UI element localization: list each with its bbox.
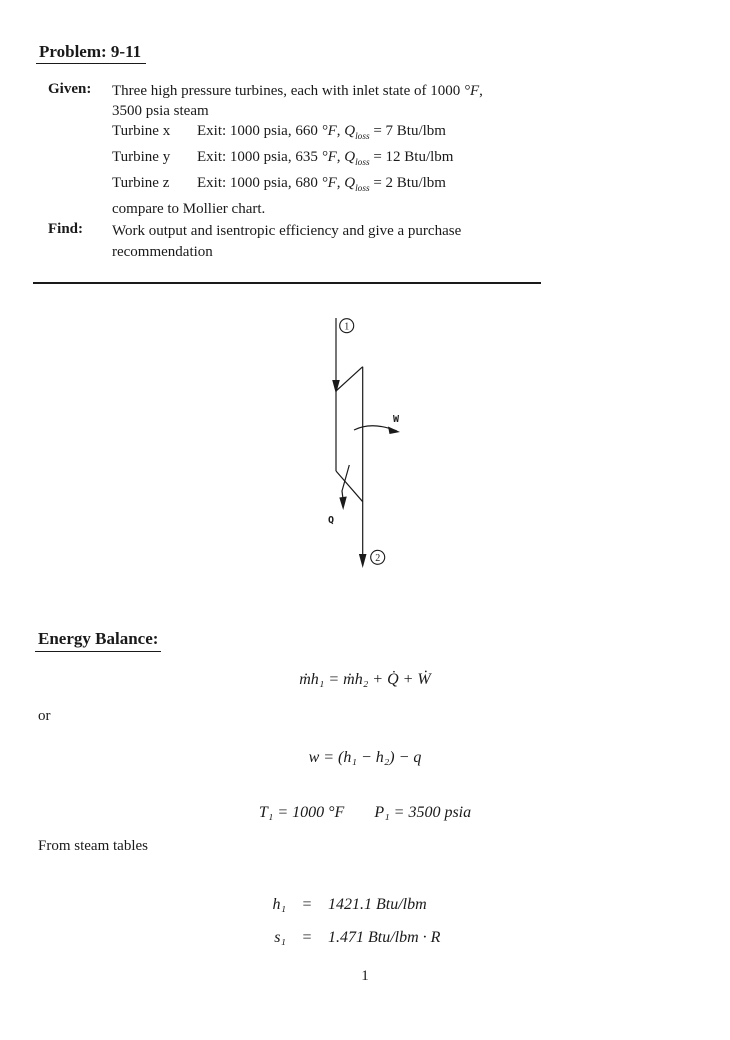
enthalpy-symbol: h₁ [272,896,286,913]
deg-f-symbol: °F [321,175,337,191]
entropy-symbol: s₁ [274,929,286,946]
page-number: 1 [361,968,369,984]
separator: , [336,149,345,165]
work-arrowhead-icon [388,427,400,435]
turbine-row-y [112,147,582,173]
energy-balance-heading: Energy Balance: [35,629,161,652]
q-loss-unit: Btu/lbm [400,149,454,165]
q-loss-unit: Btu/lbm [393,175,446,191]
equation-energy-balance-text: ṁh₁ = ṁh₂ + Q̇ + Ẇ [299,671,431,688]
turbine-row-z [112,173,582,199]
page-title: Problem: 9-11 [36,42,146,64]
equation-energy-balance [0,670,730,690]
state-1-label: 1 [344,321,350,333]
steam-table-results [260,895,440,948]
exit-conditions: Exit: 1000 psia, 680 [197,175,322,191]
steam-tables-text: From steam tables [38,838,148,854]
equation-specific-work [0,748,730,768]
turbine-name: Turbine x [112,123,171,139]
given-line-6: compare to Mollier chart. [112,201,266,217]
find-line-2: recommendation [112,244,213,260]
heat-arrowhead-icon [339,497,347,511]
temperature-condition: T₁ = 1000 °F [258,804,345,821]
given-label: Given: [48,81,92,97]
find-line-1: Work output and isentropic efficiency and give a purchase [112,223,462,239]
given-line-1-text: Three high pressure turbines, each with inlet state of 1000 [112,83,464,99]
q-loss-value: 2 [385,175,394,191]
q-loss-symbol: Q [344,123,356,139]
inlet-conditions [0,803,730,823]
work-label: W [393,414,400,425]
q-loss-value: 7 [385,123,394,139]
turbine-name: Turbine z [112,175,170,191]
turbine-top-edge [336,367,363,391]
turbine-row-x [112,121,582,147]
turbine-exit-spec [197,121,446,147]
or-text: or [38,708,51,724]
find-section [112,221,582,263]
q-loss-unit: Btu/lbm [393,123,446,139]
q-loss-subscript: loss [355,158,370,168]
heat-label: Q [328,515,335,526]
pressure-condition: P₁ = 3500 psia [374,804,472,821]
enthalpy-value: 1421.1 Btu/lbm [328,896,427,913]
q-loss-symbol: Q [344,149,356,165]
exit-conditions: Exit: 1000 psia, 635 [197,149,322,165]
given-line-1-tail: , [479,83,483,99]
q-loss-symbol: Q [344,175,356,191]
equals-sign: = [369,175,386,191]
equals-sign: = [302,929,312,946]
separator: , [336,175,345,191]
equals-sign: = [369,123,386,139]
outlet-arrowhead-icon [359,554,367,568]
turbine-bottom-edge [336,471,363,502]
turbine-diagram [300,310,430,580]
turbine-exit-spec [197,147,453,173]
section-divider [33,282,541,284]
deg-f-symbol: °F [321,149,337,165]
deg-f-symbol: °F [463,83,480,99]
entropy-value: 1.471 Btu/lbm · R [328,929,441,946]
turbine-name: Turbine y [112,149,171,165]
inlet-arrowhead-icon [332,380,340,394]
q-loss-subscript: loss [355,184,370,194]
turbine-exit-spec [197,173,446,199]
q-loss-value: 12 [385,149,401,165]
find-label: Find: [48,221,84,237]
deg-f-symbol: °F [321,123,337,139]
equation-specific-work-text: w = (h₁ − h₂) − q [308,749,422,766]
exit-conditions: Exit: 1000 psia, 660 [197,123,322,139]
given-line-1 [112,81,582,101]
equals-sign: = [369,149,386,165]
q-loss-subscript: loss [355,132,370,142]
given-section [112,81,582,219]
state-2-label: 2 [375,552,381,564]
given-line-2: 3500 psia steam [112,103,209,119]
separator: , [336,123,345,139]
equals-sign: = [302,896,312,913]
